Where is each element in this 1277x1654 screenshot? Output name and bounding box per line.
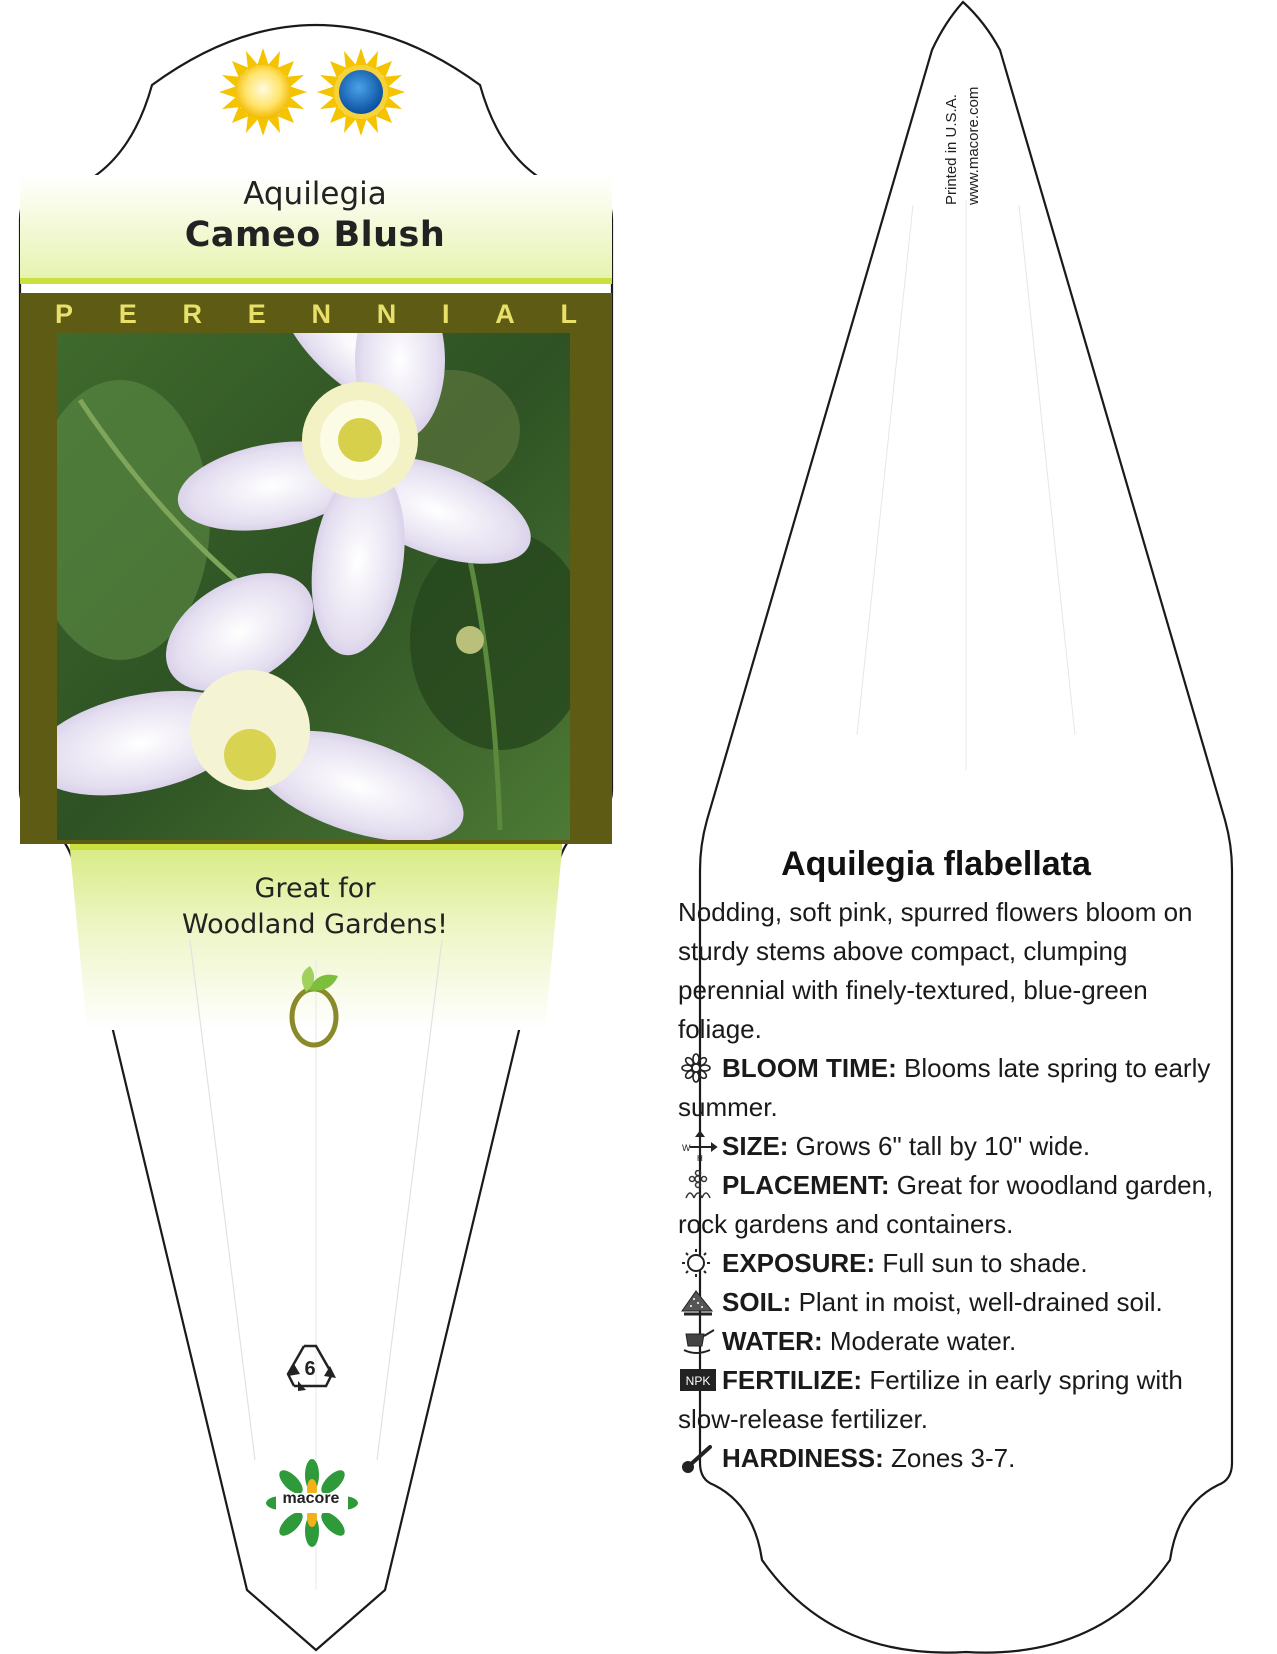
plant-type-letter: L [560,299,577,329]
attribute-label: SIZE: [722,1131,789,1161]
attribute-size [678,1127,1218,1166]
plant-type-letter: N [376,299,397,329]
website-text: www.macore.com [965,86,982,205]
attribute-label: WATER: [722,1326,823,1356]
plant-type-letter: A [495,299,515,329]
care-info [678,893,1218,1478]
attribute-placement [678,1166,1218,1244]
attribute-label: PLACEMENT: [722,1170,890,1200]
full-sun-icon [219,48,307,136]
printed-in-text: Printed in U.S.A. [943,94,960,205]
recycle-number: 6 [304,1358,316,1380]
attribute-exposure [678,1244,1218,1283]
tagline-line-1: Great for [254,873,376,904]
plant-cultivar: Cameo Blush [184,215,446,255]
sun-icon [678,1248,718,1278]
tagline [80,871,550,943]
svg-text:NPK: NPK [685,1374,711,1388]
attribute-bloom-time [678,1049,1218,1127]
attribute-soil [678,1283,1218,1322]
npk-icon [678,1365,718,1395]
thermometer-icon [678,1443,718,1473]
attribute-fertilize [678,1361,1218,1439]
description: Nodding, soft pink, spurred flowers bloom on sturdy stems above compact, clumping perennial with finely-textured, blue-green foliage. [678,897,1193,1044]
plant-type-letter: P [55,299,74,329]
tagline-line-2: Woodland Gardens! [181,909,449,940]
placement-icon [678,1170,718,1200]
soil-icon [678,1287,718,1317]
plant-type-letter: R [182,299,202,329]
attribute-text: Fertilize in early spring with slow-release fertilizer. [678,1365,1183,1434]
attribute-label: SOIL: [722,1287,792,1317]
attribute-label: FERTILIZE: [722,1365,863,1395]
attribute-text: Moderate water. [822,1326,1017,1356]
species-name: Aquilegia flabellata [781,845,1091,883]
attribute-label: HARDINESS: [722,1443,884,1473]
attribute-text: Zones 3-7. [883,1443,1016,1473]
flower-photo [23,256,590,864]
attribute-text: Great for woodland garden, rock gardens and containers. [678,1170,1214,1239]
flower-icon [678,1053,718,1083]
plant-type-label [55,299,577,330]
watering-can-icon [678,1326,718,1356]
svg-text:H: H [697,1154,703,1161]
plant-type-letter: N [311,299,331,329]
printer-info [943,45,983,245]
plant-type-letter: E [247,299,266,329]
attribute-text: Plant in moist, well-drained soil. [791,1287,1163,1317]
plant-type-letter: E [118,299,137,329]
svg-text:W: W [682,1143,691,1153]
attribute-water [678,1322,1218,1361]
attribute-label: EXPOSURE: [722,1248,876,1278]
brand-name: macore [282,1490,340,1507]
attribute-text: Blooms late spring to early summer. [678,1053,1211,1122]
attribute-text: Grows 6" tall by 10" wide. [788,1131,1091,1161]
attribute-text: Full sun to shade. [875,1248,1088,1278]
size-icon [678,1131,718,1161]
plant-genus: Aquilegia [243,176,387,212]
attribute-label: BLOOM TIME: [722,1053,897,1083]
plant-type-letter: I [441,299,450,329]
shade-sun-icon [317,48,405,136]
attribute-hardiness [678,1439,1218,1478]
